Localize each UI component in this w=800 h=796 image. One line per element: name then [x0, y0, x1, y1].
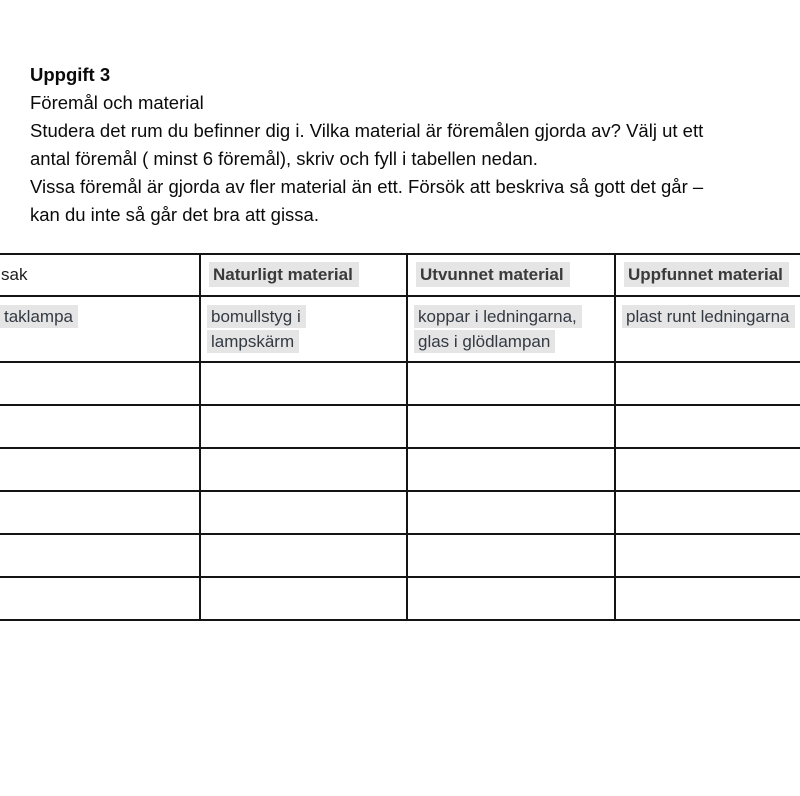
table-empty-row-2: [0, 405, 800, 448]
empty-cell[interactable]: [407, 491, 615, 534]
cell-naturligt: [200, 296, 407, 362]
cell-uppfunnet-text: plast runt ledningarna: [622, 305, 795, 328]
task-title: Uppgift 3: [30, 64, 111, 85]
table-header-row: [0, 254, 800, 296]
empty-cell[interactable]: [615, 534, 800, 577]
instruction-line-1: Studera det rum du befinner dig i. Vilka material är föremålen gjorda av? Välj ut ett: [30, 120, 704, 141]
cell-sak: [0, 296, 200, 362]
empty-cell[interactable]: [615, 491, 800, 534]
table-empty-row-1: [0, 362, 800, 405]
table-empty-row-4: [0, 491, 800, 534]
table-empty-row-3: [0, 448, 800, 491]
column-header-uppfunnet-label: Uppfunnet material: [624, 262, 789, 287]
empty-cell[interactable]: [200, 534, 407, 577]
cell-naturligt-line-1: bomullstyg i: [207, 305, 306, 328]
empty-cell[interactable]: [0, 534, 200, 577]
empty-cell[interactable]: [0, 448, 200, 491]
column-header-naturligt: [200, 254, 407, 296]
cell-utvunnet: [407, 296, 615, 362]
empty-cell[interactable]: [407, 405, 615, 448]
empty-cell[interactable]: [407, 362, 615, 405]
empty-cell[interactable]: [0, 405, 200, 448]
instruction-line-4: kan du inte så går det bra att gissa.: [30, 204, 319, 225]
cell-sak-text: taklampa: [0, 305, 78, 328]
cell-utvunnet-line-2: glas i glödlampan: [414, 330, 555, 353]
column-header-naturligt-label: Naturligt material: [209, 262, 359, 287]
table-empty-row-5: [0, 534, 800, 577]
empty-cell[interactable]: [615, 362, 800, 405]
empty-cell[interactable]: [0, 491, 200, 534]
column-header-utvunnet: [407, 254, 615, 296]
empty-cell[interactable]: [615, 405, 800, 448]
instruction-line-3: Vissa föremål är gjorda av fler material än ett. Försök att beskriva så gott det går –: [30, 176, 704, 197]
empty-cell[interactable]: [0, 577, 200, 620]
empty-cell[interactable]: [615, 448, 800, 491]
instruction-line-2: antal föremål ( minst 6 föremål), skriv och fyll i tabellen nedan.: [30, 148, 538, 169]
material-table: [0, 253, 800, 621]
empty-cell[interactable]: [407, 448, 615, 491]
empty-cell[interactable]: [200, 491, 407, 534]
column-header-uppfunnet: [615, 254, 800, 296]
empty-cell[interactable]: [200, 362, 407, 405]
empty-cell[interactable]: [200, 577, 407, 620]
table-empty-row-6: [0, 577, 800, 620]
empty-cell[interactable]: [0, 362, 200, 405]
empty-cell[interactable]: [407, 534, 615, 577]
empty-cell[interactable]: [200, 448, 407, 491]
task-subtitle: Föremål och material: [30, 92, 204, 113]
column-header-utvunnet-label: Utvunnet material: [416, 262, 570, 287]
cell-naturligt-line-2: lampskärm: [207, 330, 299, 353]
cell-utvunnet-line-1: koppar i ledningarna,: [414, 305, 582, 328]
empty-cell[interactable]: [200, 405, 407, 448]
empty-cell[interactable]: [407, 577, 615, 620]
instructions-block: [30, 61, 790, 229]
cell-uppfunnet: [615, 296, 800, 362]
table-row-taklampa: [0, 296, 800, 362]
column-header-sak: [0, 254, 200, 296]
empty-cell[interactable]: [615, 577, 800, 620]
column-header-sak-label: sak: [1, 265, 28, 284]
